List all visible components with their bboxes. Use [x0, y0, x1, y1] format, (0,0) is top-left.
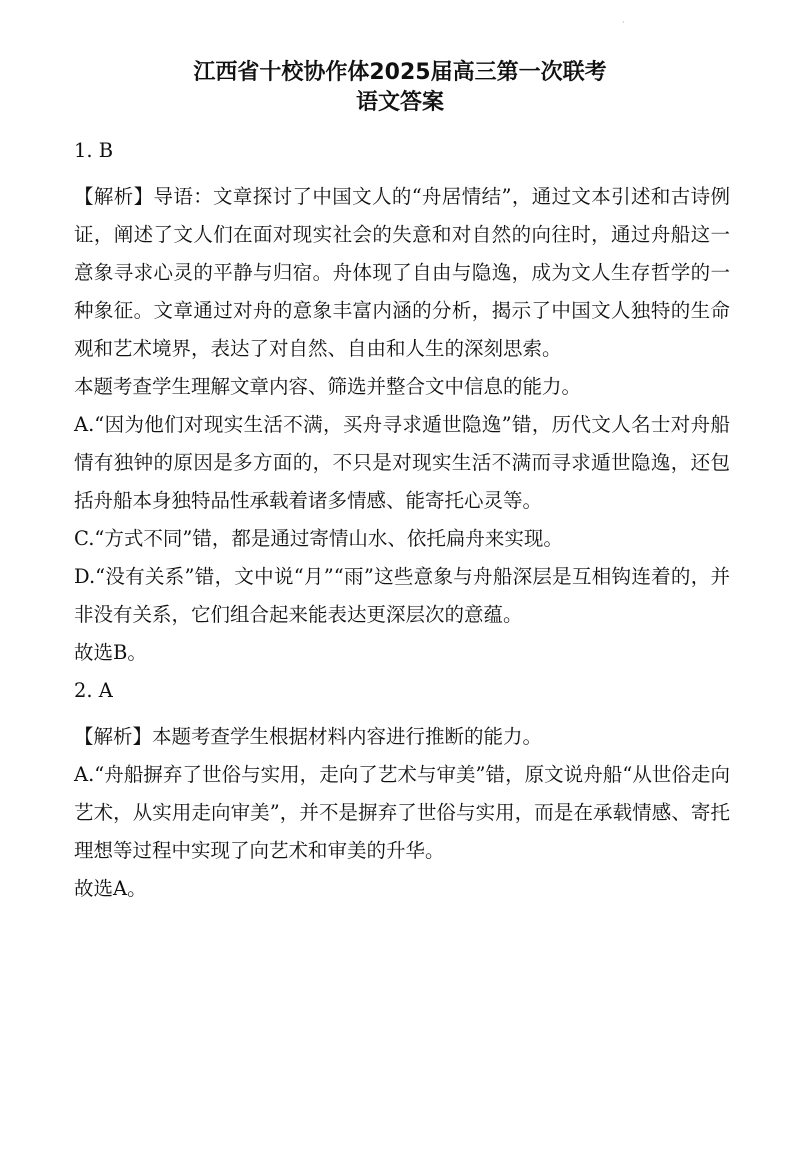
answer-body	[74, 132, 730, 908]
q1-option-c: C.“方式不同”错，都是通过寄情山水、依托扁舟来实现。	[74, 527, 563, 550]
q2-answer: 2. A	[74, 679, 113, 702]
scan-mark: ·	[622, 18, 625, 27]
q1-ability: 本题考查学生理解文章内容、筛选并整合文中信息的能力。	[74, 375, 582, 398]
document-subtitle: 语文答案	[355, 90, 444, 115]
q1-conclusion: 故选B。	[74, 641, 147, 664]
document-title: 江西省十校协作体2025届高三第一次联考	[193, 60, 607, 85]
q1-option-a: A.“因为他们对现实生活不满，买舟寻求遁世隐逸”错，历代文人名士对舟船情有独钟的原因是多方面的，不只是对现实生活不满而寻求遁世隐逸，还包括舟船本身独特品性承载着诸多情感、能寄托心灵等。	[74, 413, 730, 512]
q2-conclusion: 故选A。	[74, 877, 147, 900]
q1-analysis: 【解析】导语：文章探讨了中国文人的“舟居情结”，通过文本引述和古诗例证，阐述了文人们在面对现实社会的失意和对自然的向往时，通过舟船这一意象寻求心灵的平静与归宿。舟体现了自由与隐逸，成为文人生存哲学的一种象征。文章通过对舟的意象丰富内涵的分析，揭示了中国文人独特的生命观和艺术境界，表达了对自然、自由和人生的深刻思索。	[74, 185, 730, 360]
q2-option-a: A.“舟船摒弃了世俗与实用，走向了艺术与审美”错，原文说舟船“从世俗走向艺术，从实用走向审美”，并不是摒弃了世俗与实用，而是在承载情感、寄托理想等过程中实现了向艺术和审美的升华。	[74, 763, 730, 862]
q1-answer: 1. B	[74, 139, 114, 162]
q1-option-d: D.“没有关系”错，文中说“月”“雨”这些意象与舟船深层是互相钩连着的，并非没有关系，它们组合起来能表达更深层次的意蕴。	[74, 565, 730, 626]
q2-analysis: 【解析】本题考查学生根据材料内容进行推断的能力。	[74, 725, 543, 748]
